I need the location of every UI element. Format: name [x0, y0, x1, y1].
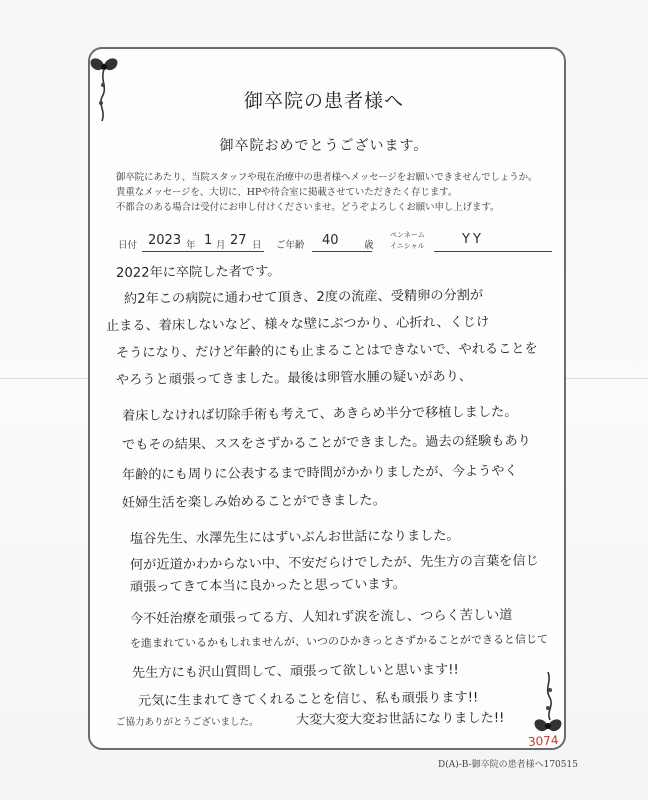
message-line: 大変大変大変お世話になりました!!: [295, 710, 505, 728]
month-suffix: 月: [216, 240, 226, 251]
age-suffix: 歳: [364, 240, 374, 251]
meta-row: [116, 231, 556, 253]
congrats-heading: 御卒院おめでとうございます。: [219, 138, 429, 154]
age-label: ご年齢: [276, 240, 305, 251]
message-line: 今不妊治療を頑張ってる方、人知れず涙を流し、つらく苦しい道: [129, 607, 513, 627]
message-line: 約2年この病院に通わせて頂き、2度の流産、受精卵の分割が: [123, 288, 484, 307]
penname-label: ペンネーム: [390, 231, 425, 239]
page-title: 御卒院の患者様へ: [243, 90, 404, 112]
thanks-text: ご協力ありがとうございました。: [116, 717, 259, 728]
date-underline: [142, 251, 264, 252]
date-label: 日付: [118, 240, 138, 251]
intro-line: 御卒院にあたり、当院スタッフや現在治療中の患者様へメッセージをお願いできませんでしょうか。: [116, 172, 538, 183]
penname-underline: [434, 251, 552, 252]
age-value[interactable]: 40: [322, 233, 339, 248]
date-month-value[interactable]: 1: [204, 233, 213, 248]
form-code: D(A)-B-御卒院の患者様へ170515: [438, 760, 578, 770]
intro-line: 不都合のある場合は受付にお申し付けくださいませ。どうぞよろしくお願い申し上げます。: [116, 202, 500, 213]
message-line: 年齢的にも周りに公表するまで時間がかかりましたが、今ようやく: [121, 463, 518, 483]
intro-text: [116, 170, 556, 215]
day-suffix: 日: [252, 240, 262, 251]
message-line: 止まる、着床しないなど、様々な壁にぶつかり、心折れ、くじけ: [105, 314, 490, 334]
message-line: 先生方にも沢山質問して、頑張って欲しいと思います!!: [131, 662, 459, 681]
date-year-value[interactable]: 2023: [148, 233, 182, 248]
message-line: 塩谷先生、水澤先生にはずいぶんお世話になりました。: [129, 528, 460, 547]
year-suffix: 年: [186, 240, 196, 251]
message-line: 元気に生まれてきてくれることを信じ、私も頑張ります!!: [137, 690, 479, 709]
ribbon-ornament-bottom-right-icon: [526, 668, 570, 738]
message-line: 着床しなければ切除手術も考えて、あきらめ半分で移植しました。: [121, 404, 518, 424]
age-underline: [312, 251, 372, 252]
message-line: でもその結果、ススをさずかることができました。過去の経験もあり: [121, 433, 531, 453]
initial-label: イニシャル: [390, 242, 425, 250]
date-day-value[interactable]: 27: [230, 233, 247, 248]
stamp-number: 3074: [527, 732, 559, 750]
penname-value[interactable]: YY: [462, 232, 484, 247]
message-line: 2022年に卒院した者です。: [115, 264, 281, 281]
message-line: 何が近道かわからない中、不安だらけでしたが、先生方の言葉を信じ: [129, 553, 539, 573]
message-line: やろうと頑張ってきました。最後は卵管水腫の疑いがあり、: [115, 369, 473, 388]
message-line: 頑張ってきて本当に良かったと思っています。: [129, 577, 406, 595]
message-line: そうになり、だけど年齢的にも止まることはできないで、やれることを: [115, 341, 538, 361]
message-line: を進まれているかもしれませんが、いつのひかきっとさずかることができると信じて: [129, 632, 549, 650]
message-line: 妊婦生活を楽しみ始めることができました。: [121, 493, 386, 511]
intro-line: 貴重なメッセージを、大切に、HPや待合室に掲載させていただきたく存じます。: [116, 187, 458, 198]
